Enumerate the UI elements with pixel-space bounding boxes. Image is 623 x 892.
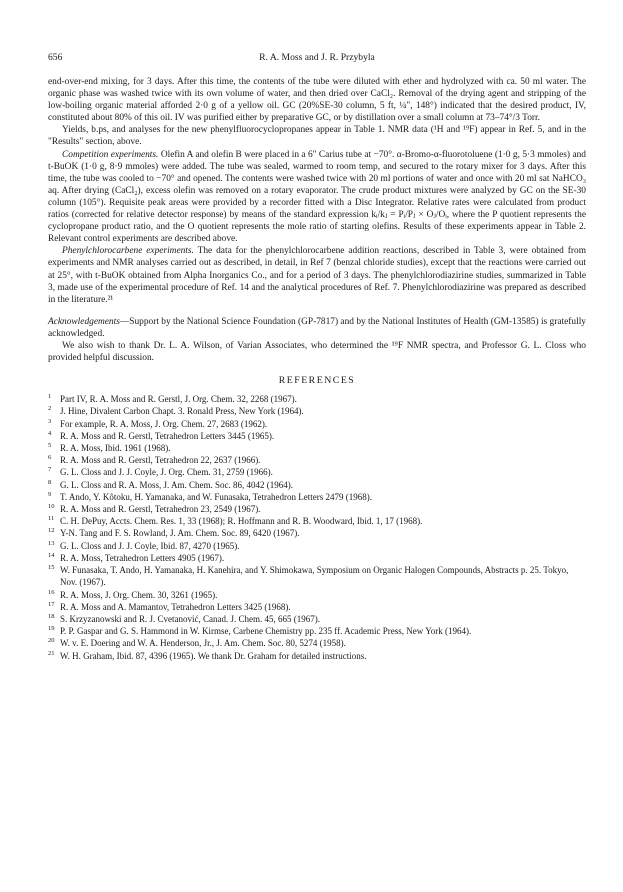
reference-item: 19 P. P. Gaspar and G. S. Hammond in W. Kirmse, Carbene Chemistry pp. 235 ff. Academic Press, New York (1964). xyxy=(48,625,472,637)
reference-item: 8 G. L. Closs and R. A. Moss, J. Am. Chem. Soc. 86, 4042 (1964). xyxy=(48,478,294,490)
reference-item: 12 Y-N. Tang and F. S. Rowland, J. Am. Chem. Soc. 89, 6420 (1967). xyxy=(48,527,300,539)
phenylchlorocarbene-lead: Phenylchlorocarbene experiments. xyxy=(62,246,194,257)
reference-item: 1 Part IV, R. A. Moss and R. Gerstl, J. Org. Chem. 32, 2268 (1967). xyxy=(48,393,297,405)
acknowledgements-lead: Acknowledgements xyxy=(48,316,120,327)
reference-item: 9 T. Ando, Y. Kôtoku, H. Yamanaka, and W. Funasaka, Tetrahedron Letters 2479 (1968). xyxy=(48,490,372,502)
running-head xyxy=(48,52,586,66)
references-heading: REFERENCES xyxy=(278,375,356,387)
page-number: 656 xyxy=(48,52,63,63)
reference-item: 15 W. Funasaka, T. Ando, H. Yamanaka, H. Kanehira, and Y. Shimokawa, Symposium on Organic Halogen Compounds, Abstracts p. 25. Tokyo, Nov. (1967). xyxy=(48,564,569,588)
competition-text: Olefin A and olefin B were placed in a 6" Carius tube at −70°. α-Bromo-α-fluorotoluene (1·0 g, 5·3 mmoles) and t-BuOK (1·0 g, 8·9 mmoles) were added. The tube was sealed, warmed to room temp, and secured to the rotary mixer for 3 days. After this time, the tube was cooled to −70° and opened. The contents were washed twice with 20 ml portions of water and once with 20 ml sat NaHCO₃ aq. After drying (CaCl₂), excess olefin was removed on a rotary evaporator. The crude product mixtures were analyzed by GC on the SE-30 column (105°). Requisite peak areas were provided by a recorder fitted with a Disc Integrator. Relative rates were calculated from product ratios (corrected for relative detector response) by means of the standard expression kᵢ/kⱼ = Pᵢ/Pⱼ × Oⱼ/Oᵢ, where the P quotient represents the cyclopropane product ratio, and the O quotient represents the mole ratio of starting olefins. Results of these experiments appear in Table 2. Relevant control experiments are described above. xyxy=(48,149,586,245)
reference-item: 18 S. Krzyzanowski and R. J. Cvetanović, Canad. J. Chem. 45, 665 (1967). xyxy=(48,612,320,624)
references-list xyxy=(48,393,586,661)
reference-item: 2 J. Hine, Divalent Carbon Chapt. 3. Ronald Press, New York (1964). xyxy=(48,405,304,417)
reference-item: 20 W. v. E. Doering and W. A. Henderson, Jr., J. Am. Chem. Soc. 80, 5274 (1958). xyxy=(48,637,346,649)
paragraph-competition xyxy=(48,149,586,246)
reference-item: 11 C. H. DePuy, Accts. Chem. Res. 1, 33 (1968); R. Hoffmann and R. B. Woodward, Ibid. 1, 17 (1968). xyxy=(48,515,423,527)
running-head-authors: R. A. Moss and J. R. Przybyla xyxy=(259,52,375,63)
reference-item: 3 For example, R. A. Moss, J. Org. Chem. 27, 2683 (1962). xyxy=(48,417,268,429)
reference-item: 17 R. A. Moss and A. Mamantov, Tetrahedron Letters 3425 (1968). xyxy=(48,600,291,612)
acknowledgements-text: —Support by the National Science Foundation (GP-7817) and by the National Institutes of Health (GM-13585) is gratefully acknowledged. xyxy=(48,316,586,339)
reference-item: 14 R. A. Moss, Tetrahedron Letters 4905 (1967). xyxy=(48,551,225,563)
paragraph-yields: Yields, b.ps, and analyses for the new phenylfluorocyclopropanes appear in Table 1. NMR data (¹H and ¹⁹F) appear in Ref. 5, and in the "Results" section, above. xyxy=(48,125,586,148)
reference-item: 7 G. L. Closs and J. J. Coyle, J. Org. Chem. 31, 2759 (1966). xyxy=(48,466,273,478)
acknowledgements xyxy=(48,316,586,340)
reference-item: 6 R. A. Moss and R. Gerstl, Tetrahedron 22, 2637 (1966). xyxy=(48,454,261,466)
reference-item: 21 W. H. Graham, Ibid. 87, 4396 (1965). We thank Dr. Graham for detailed instructions. xyxy=(48,649,367,661)
acknowledgements-thanks: We also wish to thank Dr. L. A. Wilson, of Varian Associates, who determined the ¹⁹F NMR spectra, and Professor G. L. Closs who provided helpful discussion. xyxy=(48,340,586,364)
reference-item: 4 R. A. Moss and R. Gerstl, Tetrahedron Letters 3445 (1965). xyxy=(48,429,275,441)
journal-page xyxy=(48,52,586,662)
phenylchlorocarbene-text: The data for the phenylchlorocarbene addition reactions, described in Table 3, were obtained from experiments and NMR analyses carried out as described, in detail, in Ref 7 (benzal chloride studies), except that the reactions were carried out at 25°, with t-BuOK obtained from Alpha Inorganics Co., and for a period of 3 days. The phenylchlorodiazirine studies, summarized in Table 3, made use of the experimental procedure of Ref. 14 and the analytical procedures of Ref. 7. Phenylchlorodiazirine was prepared as described in the literature.²¹ xyxy=(48,246,586,305)
reference-item: 5 R. A. Moss, Ibid. 1961 (1968). xyxy=(48,442,171,454)
paragraph-phenylchlorocarbene xyxy=(48,245,586,305)
paragraph-synthesis-end: end-over-end mixing, for 3 days. After this time, the contents of the tube were diluted with ether and hydrolyzed with ca. 50 ml water. The organic phase was washed twice with its own volume of water, and then dried over CaCl₂. Removal of the drying agent and stripping of the low-boiling organic material afforded 2·0 g of a yellow oil. GC (20%SE-30 column, 5 ft, ¼", 148°) indicated that the desired product, IV, constituted about 80% of this oil. IV was purified either by preparative GC, or by distillation over a small column at 73–74°/3 Torr. xyxy=(48,77,586,124)
reference-item: 13 G. L. Closs and J. J. Coyle, Ibid. 87, 4270 (1965). xyxy=(48,539,240,551)
competition-lead: Competition experiments. xyxy=(62,149,159,160)
reference-item: 16 R. A. Moss, J. Org. Chem. 30, 3261 (1965). xyxy=(48,588,218,600)
reference-item: 10 R. A. Moss and R. Gerstl, Tetrahedron 23, 2549 (1967). xyxy=(48,503,261,515)
